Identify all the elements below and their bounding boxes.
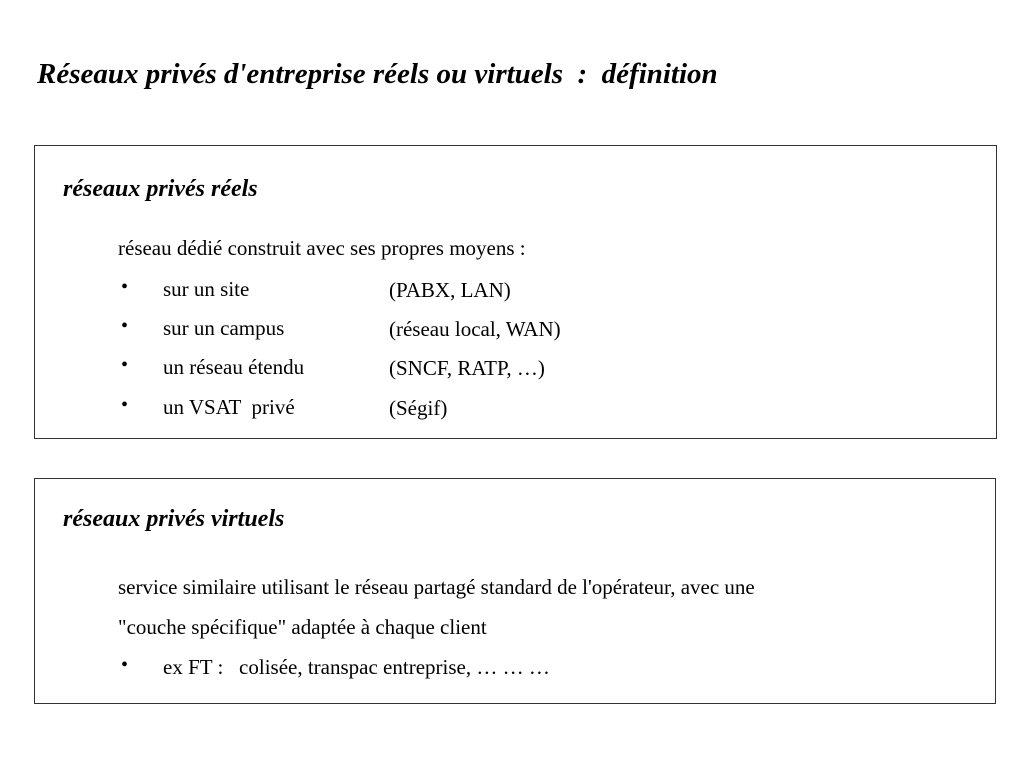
list-item bbox=[118, 276, 511, 303]
list-item-example: (Ségif) bbox=[389, 396, 448, 420]
list-item bbox=[118, 654, 550, 681]
real-networks-heading: réseaux privés réels bbox=[63, 176, 258, 202]
list-item-example: (SNCF, RATP, …) bbox=[389, 356, 545, 380]
real-networks-intro: réseau dédié construit avec ses propres moyens : bbox=[118, 236, 526, 260]
virtual-networks-description-line-1: service similaire utilisant le réseau partagé standard de l'opérateur, avec une bbox=[118, 575, 755, 599]
list-item-label: sur un campus bbox=[163, 316, 285, 340]
virtual-networks-description-line-2: "couche spécifique" adaptée à chaque client bbox=[118, 615, 487, 639]
bullet-icon: • bbox=[121, 276, 129, 298]
list-item-label: ex FT : colisée, transpac entreprise, … … … bbox=[163, 655, 550, 679]
list-item bbox=[118, 315, 561, 342]
list-item-example: (PABX, LAN) bbox=[389, 278, 511, 302]
bullet-icon: • bbox=[121, 315, 129, 337]
list-item-label: un VSAT privé bbox=[163, 395, 295, 419]
list-item bbox=[118, 394, 448, 421]
list-item-example: (réseau local, WAN) bbox=[389, 317, 561, 341]
bullet-icon: • bbox=[121, 354, 129, 376]
slide-title: Réseaux privés d'entreprise réels ou virtuels : définition bbox=[37, 58, 718, 90]
list-item bbox=[118, 354, 545, 381]
bullet-icon: • bbox=[121, 654, 129, 676]
list-item-label: sur un site bbox=[163, 277, 250, 301]
list-item-label: un réseau étendu bbox=[163, 355, 305, 379]
bullet-icon: • bbox=[121, 394, 129, 416]
real-private-networks-box bbox=[34, 145, 997, 439]
virtual-private-networks-box bbox=[34, 478, 996, 704]
virtual-networks-heading: réseaux privés virtuels bbox=[63, 506, 285, 532]
